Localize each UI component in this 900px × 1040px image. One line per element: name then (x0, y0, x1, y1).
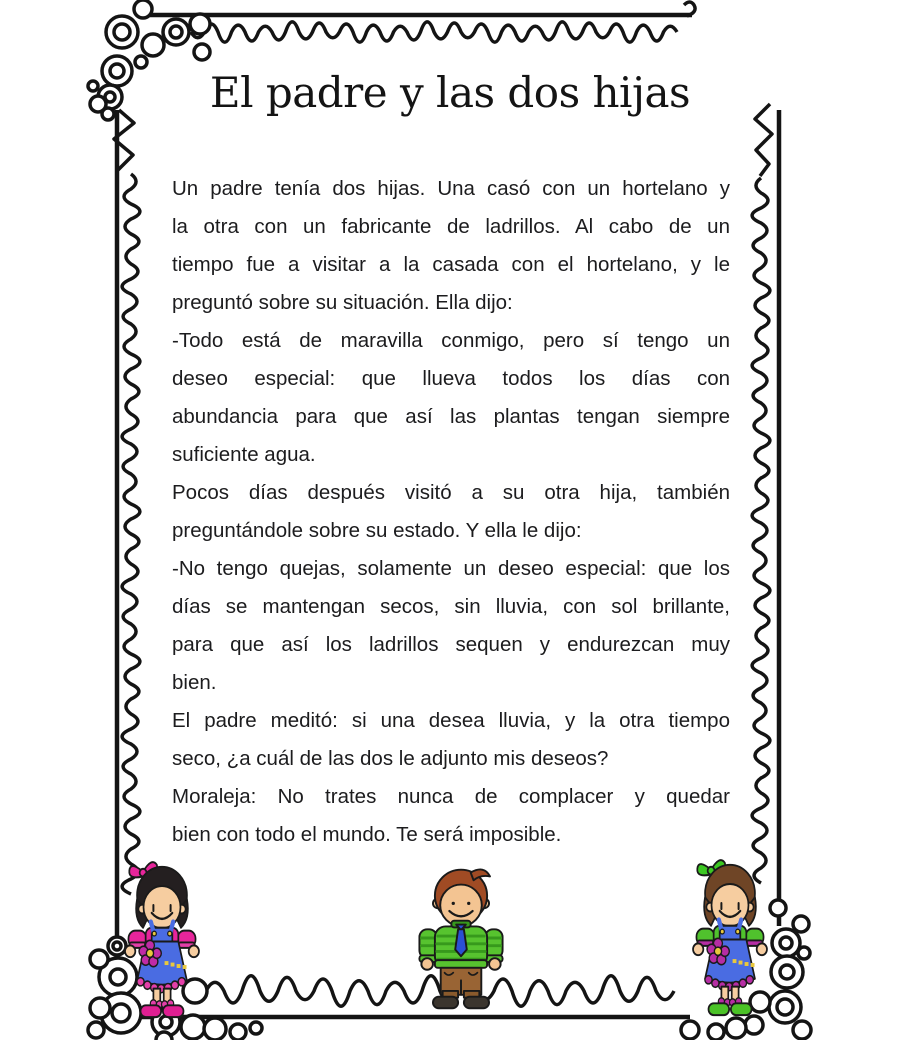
story-line: para que así los ladrillos sequen y endurezcan muy (172, 633, 730, 656)
story-text (172, 170, 730, 854)
story-line: suficiente agua. (172, 443, 316, 466)
story-line: Moraleja: No trates nunca de complacer y quedar (172, 785, 730, 808)
story-paragraph (172, 322, 730, 474)
story-line: preguntándole sobre su estado. Y ella le dijo: (172, 519, 582, 542)
story-line: -Todo está de maravilla conmigo, pero sí tengo un (172, 329, 730, 352)
girl-pink-illustration (119, 856, 205, 1023)
story-paragraph (172, 474, 730, 550)
story-line: El padre meditó: si una desea lluvia, y la otra tiempo (172, 709, 730, 732)
story-paragraph (172, 550, 730, 702)
story-paragraph (172, 702, 730, 778)
story-line: Un padre tenía dos hijas. Una casó con un hortelano y (172, 177, 730, 200)
father-illustration (403, 861, 519, 1015)
story-line: Pocos días después visitó a su otra hija, también (172, 481, 730, 504)
story-line: -No tengo quejas, solamente un deseo especial: que los (172, 557, 730, 580)
story-paragraph (172, 778, 730, 854)
story-line: bien con todo el mundo. Te será imposible. (172, 823, 562, 846)
girl-green-illustration (687, 854, 773, 1021)
story-line: abundancia para que así las plantas tengan siempre (172, 405, 730, 428)
story-line: bien. (172, 671, 217, 694)
story-line: la otra con un fabricante de ladrillos. Al cabo de un (172, 215, 730, 238)
story-line: seco, ¿a cuál de las dos le adjunto mis deseos? (172, 747, 609, 770)
story-line: tiempo fue a visitar a la casada con el hortelano, y le (172, 253, 730, 276)
story-line: deseo especial: que llueva todos los días con (172, 367, 730, 390)
story-title: El padre y las dos hijas (209, 68, 691, 117)
story-line: días se mantengan secos, sin lluvia, con sol brillante, (172, 595, 730, 618)
story-paragraph (172, 170, 730, 322)
story-line: preguntó sobre su situación. Ella dijo: (172, 291, 513, 314)
